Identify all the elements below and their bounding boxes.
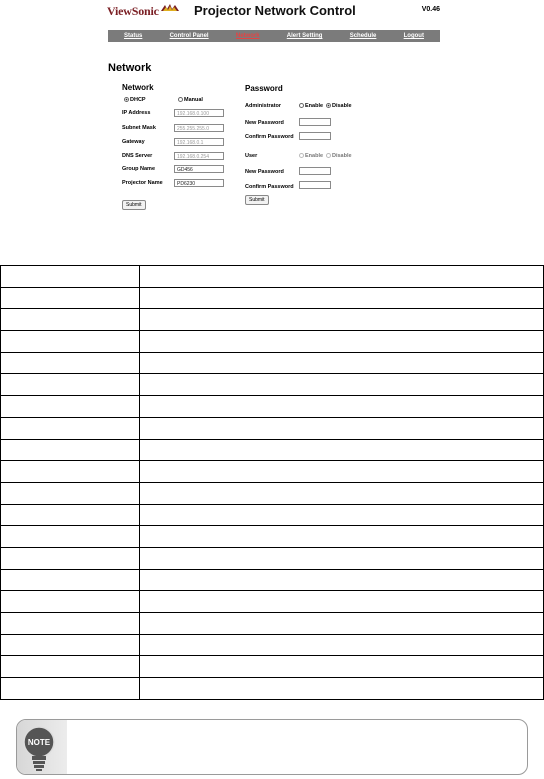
admin-enable-radio[interactable]: Enable	[299, 103, 323, 109]
table-row	[1, 396, 544, 418]
table-cell-value	[140, 287, 544, 309]
table-cell-value	[140, 591, 544, 613]
table-cell-value	[140, 634, 544, 656]
dhcp-radio[interactable]: DHCP	[124, 97, 146, 103]
note-icon-label: NOTE	[27, 738, 51, 747]
manual-radio[interactable]: Manual	[178, 97, 203, 103]
ip-field[interactable]: 192.168.0.100	[174, 109, 224, 117]
table-cell-key	[1, 547, 140, 569]
table-cell-value	[140, 482, 544, 504]
settings-table	[0, 265, 544, 700]
table-cell-key	[1, 396, 140, 418]
table-row	[1, 634, 544, 656]
table-cell-key	[1, 634, 140, 656]
radio-selected-icon	[124, 97, 129, 102]
table-cell-key	[1, 266, 140, 288]
projector-label: Projector Name	[122, 180, 163, 186]
table-row	[1, 526, 544, 548]
ip-label: IP Address	[122, 110, 151, 116]
table-cell-value	[140, 309, 544, 331]
radio-unselected-icon	[299, 103, 304, 108]
table-row	[1, 374, 544, 396]
table-cell-key	[1, 656, 140, 678]
table-row	[1, 309, 544, 331]
table-cell-value	[140, 266, 544, 288]
table-cell-key	[1, 309, 140, 331]
table-cell-value	[140, 656, 544, 678]
projector-field[interactable]: PD6230	[174, 179, 224, 187]
table-cell-value	[140, 504, 544, 526]
table-cell-key	[1, 352, 140, 374]
table-cell-key	[1, 374, 140, 396]
nav-item-control-panel[interactable]: Control Panel	[169, 33, 209, 39]
table-cell-value	[140, 374, 544, 396]
app-title: Projector Network Control	[194, 3, 356, 18]
password-submit-button[interactable]: Submit	[245, 195, 269, 205]
table-cell-value	[140, 417, 544, 439]
table-cell-value	[140, 547, 544, 569]
table-row	[1, 569, 544, 591]
table-cell-key	[1, 591, 140, 613]
table-cell-key	[1, 526, 140, 548]
group-field[interactable]: GD456	[174, 165, 224, 173]
user-label: User	[245, 153, 258, 159]
table-cell-key	[1, 678, 140, 700]
nav-bar	[108, 30, 440, 42]
new-password-field[interactable]	[299, 118, 331, 126]
page-title: Network	[108, 62, 152, 74]
group-label: Group Name	[122, 166, 156, 172]
table-row	[1, 613, 544, 635]
table-row	[1, 547, 544, 569]
table-cell-value	[140, 678, 544, 700]
radio-unselected-icon	[178, 97, 183, 102]
nav-item-network[interactable]: Network	[235, 33, 260, 39]
table-row	[1, 287, 544, 309]
network-submit-button[interactable]: Submit	[122, 200, 146, 210]
table-cell-value	[140, 352, 544, 374]
user-confirm-password-field[interactable]	[299, 181, 331, 189]
confirm-password-field[interactable]	[299, 132, 331, 140]
gateway-label: Gateway	[122, 139, 145, 145]
table-row	[1, 352, 544, 374]
table-row	[1, 331, 544, 353]
lightbulb-note-icon	[22, 726, 56, 772]
radio-unselected-icon	[299, 153, 304, 158]
table-row	[1, 656, 544, 678]
dns-label: DNS Server	[122, 153, 153, 159]
user-new-password-label: New Password	[245, 169, 284, 175]
table-cell-value	[140, 613, 544, 635]
table-cell-key	[1, 504, 140, 526]
table-cell-value	[140, 526, 544, 548]
table-cell-value	[140, 396, 544, 418]
nav-item-logout[interactable]: Logout	[403, 33, 424, 39]
viewsonic-birds-icon	[160, 3, 180, 13]
note-box	[16, 719, 528, 775]
table-cell-key	[1, 461, 140, 483]
network-section-title: Network	[122, 83, 154, 92]
nav-item-alert-setting[interactable]: Alert Setting	[286, 33, 323, 39]
user-disable-radio[interactable]: Disable	[326, 153, 352, 159]
user-new-password-field[interactable]	[299, 167, 331, 175]
table-row	[1, 417, 544, 439]
admin-disable-radio[interactable]: Disable	[326, 103, 352, 109]
radio-unselected-icon	[326, 153, 331, 158]
gateway-field[interactable]: 192.168.0.1	[174, 138, 224, 146]
table-cell-value	[140, 331, 544, 353]
password-section-title: Password	[245, 84, 283, 93]
subnet-field[interactable]: 255.255.255.0	[174, 124, 224, 132]
confirm-password-label: Confirm Password	[245, 134, 294, 140]
new-password-label: New Password	[245, 120, 284, 126]
table-row	[1, 461, 544, 483]
radio-selected-icon	[326, 103, 331, 108]
nav-item-status[interactable]: Status	[124, 33, 143, 39]
brand-logo: ViewSonic	[107, 4, 159, 18]
table-row	[1, 591, 544, 613]
table-row	[1, 439, 544, 461]
table-cell-key	[1, 613, 140, 635]
user-enable-radio[interactable]: Enable	[299, 153, 323, 159]
dns-field[interactable]: 192.168.0.254	[174, 152, 224, 160]
table-row	[1, 482, 544, 504]
version-label: V0.46	[421, 6, 440, 13]
table-cell-value	[140, 461, 544, 483]
user-confirm-password-label: Confirm Password	[245, 184, 294, 190]
table-row	[1, 678, 544, 700]
table-cell-key	[1, 287, 140, 309]
web-ui-screenshot	[104, 0, 440, 212]
table-cell-key	[1, 569, 140, 591]
admin-label: Administrator	[245, 103, 282, 109]
subnet-label: Subnet Mask	[122, 125, 156, 131]
table-row	[1, 266, 544, 288]
table-row	[1, 504, 544, 526]
table-cell-key	[1, 331, 140, 353]
table-cell-value	[140, 569, 544, 591]
table-cell-value	[140, 439, 544, 461]
table-cell-key	[1, 439, 140, 461]
table-cell-key	[1, 482, 140, 504]
nav-item-schedule[interactable]: Schedule	[349, 33, 377, 39]
table-cell-key	[1, 417, 140, 439]
